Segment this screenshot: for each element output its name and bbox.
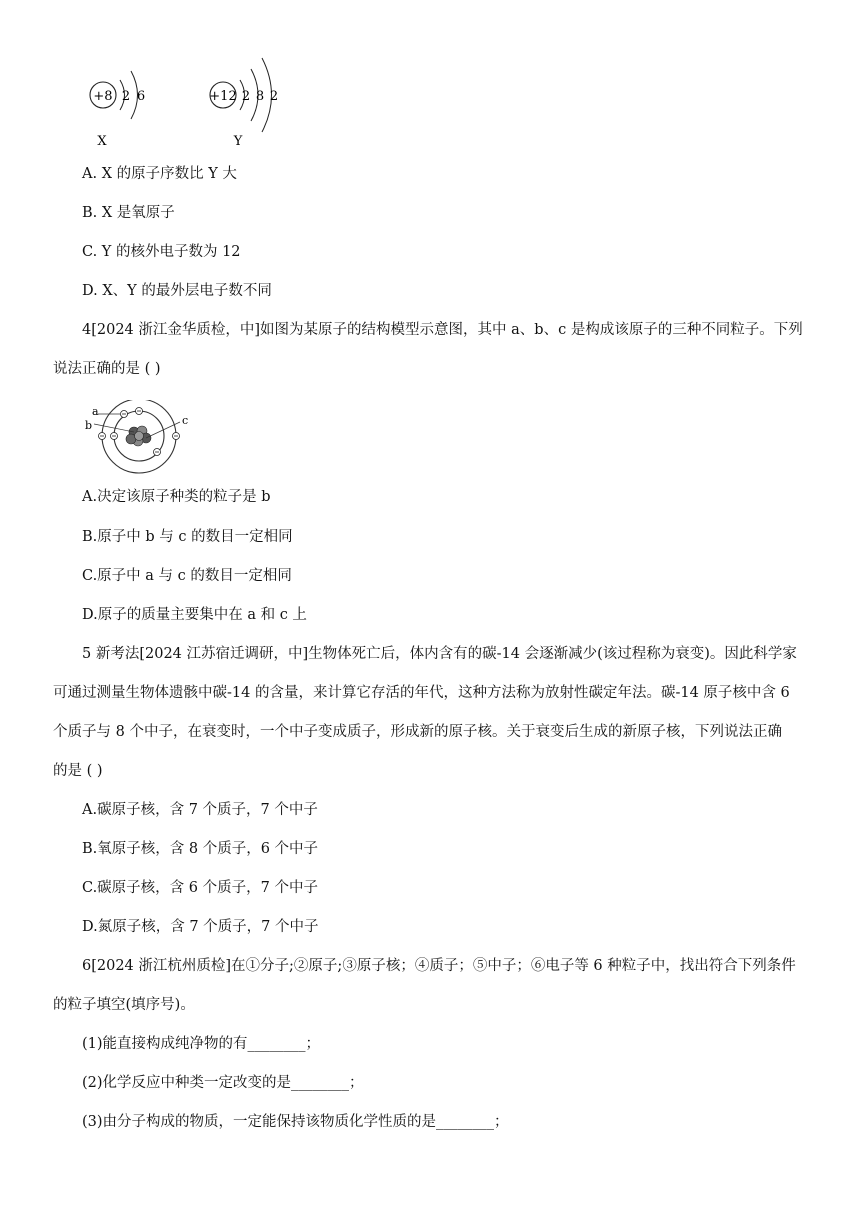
q5-stem-line-3: 个质子与 8 个中子，在衰变时，一个中子变成质子，形成新的原子核。关于衰变后生成的新原子核，下列说法正确 bbox=[53, 724, 782, 740]
q6-item-1: (1)能直接构成纯净物的有________； bbox=[82, 1036, 321, 1052]
atom-model-figure bbox=[84, 400, 194, 480]
x-shell-2-electrons: 6 bbox=[136, 89, 146, 104]
q4-option-b: B.原子中 b 与 c 的数目一定相同 bbox=[82, 529, 293, 545]
nucleus-cluster bbox=[126, 426, 151, 446]
q6-stem-line-2: 的粒子填空(填序号)。 bbox=[53, 997, 195, 1013]
q5-stem-line-4: 的是 ( ) bbox=[53, 763, 103, 779]
y-nucleus-charge: +12 bbox=[209, 89, 237, 104]
q6-item-2: (2)化学反应中种类一定改变的是________； bbox=[82, 1075, 364, 1091]
atom-structure-figure bbox=[80, 52, 300, 152]
label-c: c bbox=[182, 414, 189, 427]
q5-stem-line-1: 5 新考法[2024 江苏宿迁调研，中]生物体死亡后，体内含有的碳-14 会逐渐减少(该过程称为衰变)。因此科学家 bbox=[82, 646, 797, 662]
q5-option-b: B.氧原子核，含 8 个质子，6 个中子 bbox=[82, 841, 319, 857]
y-shell-1-electrons: 2 bbox=[241, 89, 251, 104]
label-a: a bbox=[92, 405, 99, 418]
y-shell-2-electrons: 8 bbox=[255, 89, 265, 104]
q3-option-b: B. X 是氧原子 bbox=[82, 205, 175, 221]
q5-stem-line-2: 可通过测量生物体遗骸中碳-14 的含量，来计算它存活的年代，这种方法称为放射性碳定年法。碳-14 原子核中含 6 bbox=[53, 685, 790, 701]
q4-stem-line-2: 说法正确的是 ( ) bbox=[53, 361, 161, 377]
x-nucleus-charge: +8 bbox=[93, 89, 113, 104]
x-shell-1-electrons: 2 bbox=[121, 89, 131, 104]
x-label: X bbox=[97, 134, 107, 149]
y-label: Y bbox=[233, 134, 243, 149]
q6-item-3: (3)由分子构成的物质，一定能保持该物质化学性质的是________； bbox=[82, 1114, 509, 1130]
q3-option-c: C. Y 的核外电子数为 12 bbox=[82, 244, 241, 260]
q6-stem-line-1: 6[2024 浙江杭州质检]在①分子;②原子;③原子核；④质子；⑤中子；⑥电子等 6 种粒子中，找出符合下列条件 bbox=[82, 958, 796, 974]
q5-option-a: A.碳原子核，含 7 个质子，7 个中子 bbox=[82, 802, 318, 818]
q5-option-d: D.氮原子核，含 7 个质子，7 个中子 bbox=[82, 919, 319, 935]
q4-option-a: A.决定该原子种类的粒子是 b bbox=[82, 489, 271, 505]
q4-option-c: C.原子中 a 与 c 的数目一定相同 bbox=[82, 568, 292, 584]
q4-option-d: D.原子的质量主要集中在 a 和 c 上 bbox=[82, 607, 307, 623]
q5-option-c: C.碳原子核，含 6 个质子，7 个中子 bbox=[82, 880, 318, 896]
y-shell-3-electrons: 2 bbox=[269, 89, 279, 104]
q4-stem-line-1: 4[2024 浙江金华质检，中]如图为某原子的结构模型示意图，其中 a、b、c 是构成该原子的三种不同粒子。下列 bbox=[82, 322, 803, 338]
label-b: b bbox=[85, 419, 93, 432]
q3-option-d: D. X、Y 的最外层电子数不同 bbox=[82, 283, 272, 299]
q3-option-a: A. X 的原子序数比 Y 大 bbox=[82, 166, 237, 182]
